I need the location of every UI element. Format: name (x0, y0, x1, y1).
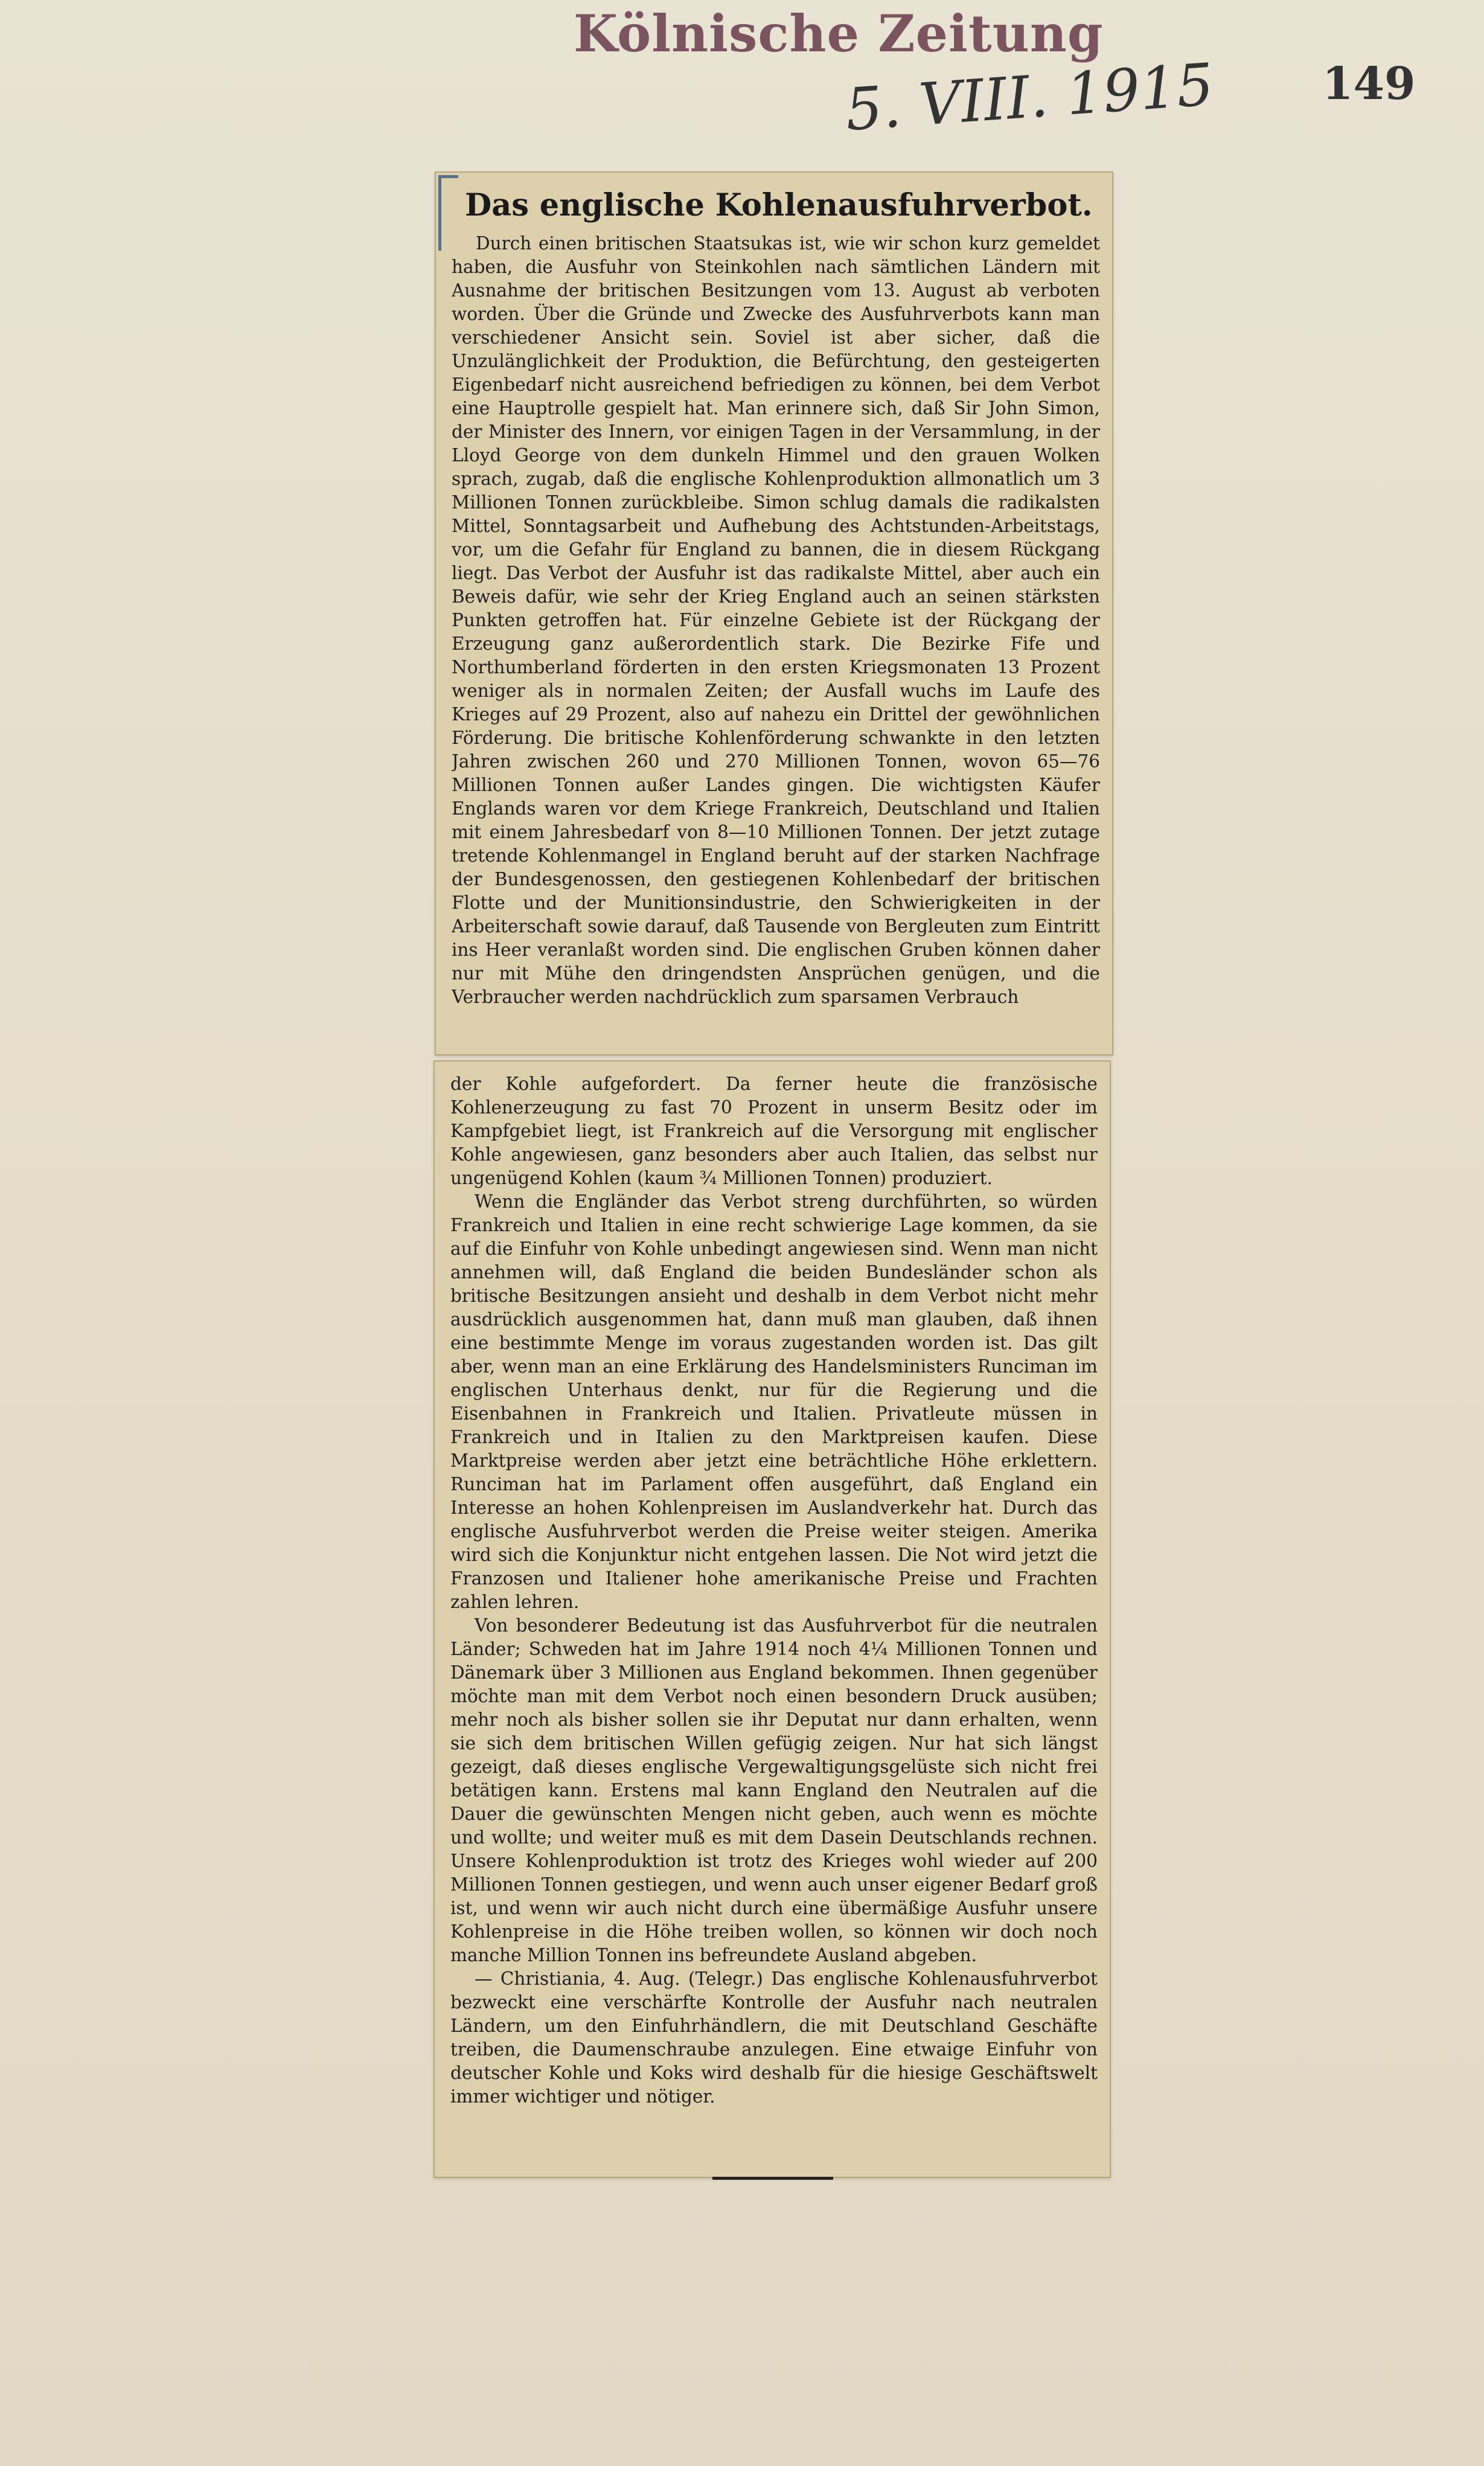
clipping-part-2-body (450, 1072, 1098, 2171)
article-paragraph: Durch einen britischen Staatsukas ist, wie wir schon kurz gemeldet haben, die Ausfuhr von Steinkohlen nach sämtlichen Ländern mit Ausnahme der britischen Besitzungen vom 13. August ab verboten worden. Über die Gründe und Zwecke des Ausfuhrverbots kann man verschiedener Ansicht sein. Soviel ist aber sicher, daß die Unzulänglichkeit der Produktion, die Befürchtung, den gesteigerten Eigenbedarf nicht ausreichend befriedigen zu können, bei dem Verbot eine Hauptrolle gespielt hat. Man erinnere sich, daß Sir John Simon, der Minister des Innern, vor einigen Tagen in der Versammlung, in der Lloyd George von dem dunkeln Himmel und den grauen Wolken sprach, zugab, daß die englische Kohlenproduktion allmonatlich um 3 Millionen Tonnen zurückbleibe. Simon schlug damals die radikalsten Mittel, Sonntagsarbeit und Aufhebung des Achtstunden-Arbeitstags, vor, um die Gefahr für England zu bannen, die in diesem Rückgang liegt. Das Verbot der Ausfuhr ist das radikalste Mittel, aber auch ein Beweis dafür, wie sehr der Krieg England auch an seinen stärksten Punkten getroffen hat. Für einzelne Gebiete ist der Rückgang der Erzeugung ganz außerordentlich stark. Die Bezirke Fife und Northumberland förderten in den ersten Kriegsmonaten 13 Prozent weniger als in normalen Zeiten; der Ausfall wuchs im Laufe des Krieges auf 29 Prozent, also auf nahezu ein Drittel der gewöhnlichen Förderung. Die britische Kohlenförderung schwankte in den letzten Jahren zwischen 260 und 270 Millionen Tonnen, wovon 65—76 Millionen Tonnen außer Landes gingen. Die wichtigsten Käufer Englands waren vor dem Kriege Frankreich, Deutschland und Italien mit einem Jahresbedarf von 8—10 Millionen Tonnen. Der jetzt zutage tretende Kohlenmangel in England beruht auf der starken Nachfrage der Bundesgenossen, den gestiegenen Kohlenbedarf der britischen Flotte und der Munitionsindustrie, den Schwierigkeiten in der Arbeiterschaft sowie darauf, daß Tausende von Bergleuten zum Eintritt ins Heer veranlaßt worden sind. Die englischen Gruben können daher nur mit Mühe den dringendsten Ansprüchen genügen, und die Verbraucher werden nachdrücklich zum sparsamen Verbrauch (452, 233, 1100, 1007)
handwritten-date: 5. VIII. 1915 (843, 50, 1216, 144)
end-rule (712, 2177, 833, 2180)
article-paragraph: der Kohle aufgefordert. Da ferner heute die französische Kohlenerzeugung zu fast 70 Prozent in unserm Besitz oder im Kampfgebiet liegt, ist Frankreich auf die Versorgung mit englischer Kohle angewiesen, ganz besonders aber auch Italien, das selbst nur ungenügend Kohlen (kaum ¾ Millionen Tonnen) produziert. (450, 1074, 1098, 1188)
clipping-part-2 (433, 1060, 1111, 2178)
article-paragraph: — Christiania, 4. Aug. (Telegr.) Das englische Kohlenausfuhrverbot bezweckt eine verschärfte Kontrolle der Ausfuhr nach neutralen Ländern, um den Einfuhrhändlern, die mit Deutschland Geschäfte treiben, die Daumenschraube anzulegen. Eine etwaige Einfuhr von deutscher Kohle und Koks wird deshalb für die hiesige Geschäftswelt immer wichtiger und nötiger. (450, 1968, 1098, 2107)
clipping-part-1 (435, 171, 1113, 1055)
page-number: 149 (1322, 58, 1416, 110)
article-headline: Das englische Kohlenausfuhrverbot. (465, 187, 1093, 223)
newspaper-stamp: Kölnische Zeitung (574, 4, 1104, 63)
article-paragraph: Von besonderer Bedeutung ist das Ausfuhrverbot für die neutralen Länder; Schweden hat im Jahre 1914 noch 4¼ Millionen Tonnen und Dänemark über 3 Millionen aus England bekommen. Ihnen gegenüber möchte man mit dem Verbot noch einen besondern Druck ausüben; mehr noch als bisher sollen sie ihr Deputat nur dann erhalten, wenn sie sich dem britischen Willen gefügig zeigen. Nur hat sich längst gezeigt, daß dieses englische Vergewaltigungsgelüste sich nicht frei betätigen kann. Erstens mal kann England den Neutralen auf die Dauer die gewünschten Mengen nicht geben, auch wenn es möchte und wollte; und weiter muß es mit dem Dasein Deutschlands rechnen. Unsere Kohlenproduktion ist trotz des Krieges wohl wieder auf 200 Millionen Tonnen gestiegen, und wenn auch unser eigener Bedarf groß ist, und wenn wir auch nicht durch eine übermäßige Ausfuhr unsere Kohlenpreise in die Höhe treiben wollen, so können wir doch noch manche Million Tonnen ins befreundete Ausland abgeben. (450, 1615, 1098, 1965)
article-paragraph: Wenn die Engländer das Verbot streng durchführten, so würden Frankreich und Italien in eine recht schwierige Lage kommen, da sie auf die Einfuhr von Kohle unbedingt angewiesen sind. Wenn man nicht annehmen will, daß England die beiden Bundesländer schon als britische Besitzungen ansieht und deshalb in dem Verbot nicht mehr ausdrücklich ausgenommen hat, dann muß man glauben, daß ihnen eine bestimmte Menge im voraus zugestanden worden ist. Das gilt aber, wenn man an eine Erklärung des Handelsministers Runciman im englischen Unterhaus denkt, nur für die Regierung und die Eisenbahnen in Frankreich und Italien. Privatleute müssen in Frankreich und in Italien zu den Marktpreisen kaufen. Diese Marktpreise werden aber jetzt eine beträchtliche Höhe erklettern. Runciman hat im Parlament offen ausgeführt, daß England ein Interesse an hohen Kohlenpreisen im Auslandverkehr hat. Durch das englische Ausfuhrverbot werden die Preise weiter steigen. Amerika wird sich die Konjunktur nicht entgehen lassen. Die Not wird jetzt die Franzosen und Italiener hohe amerikanische Preise und Frachten zahlen lehren. (450, 1191, 1098, 1612)
clipping-part-1-body (452, 184, 1100, 1048)
